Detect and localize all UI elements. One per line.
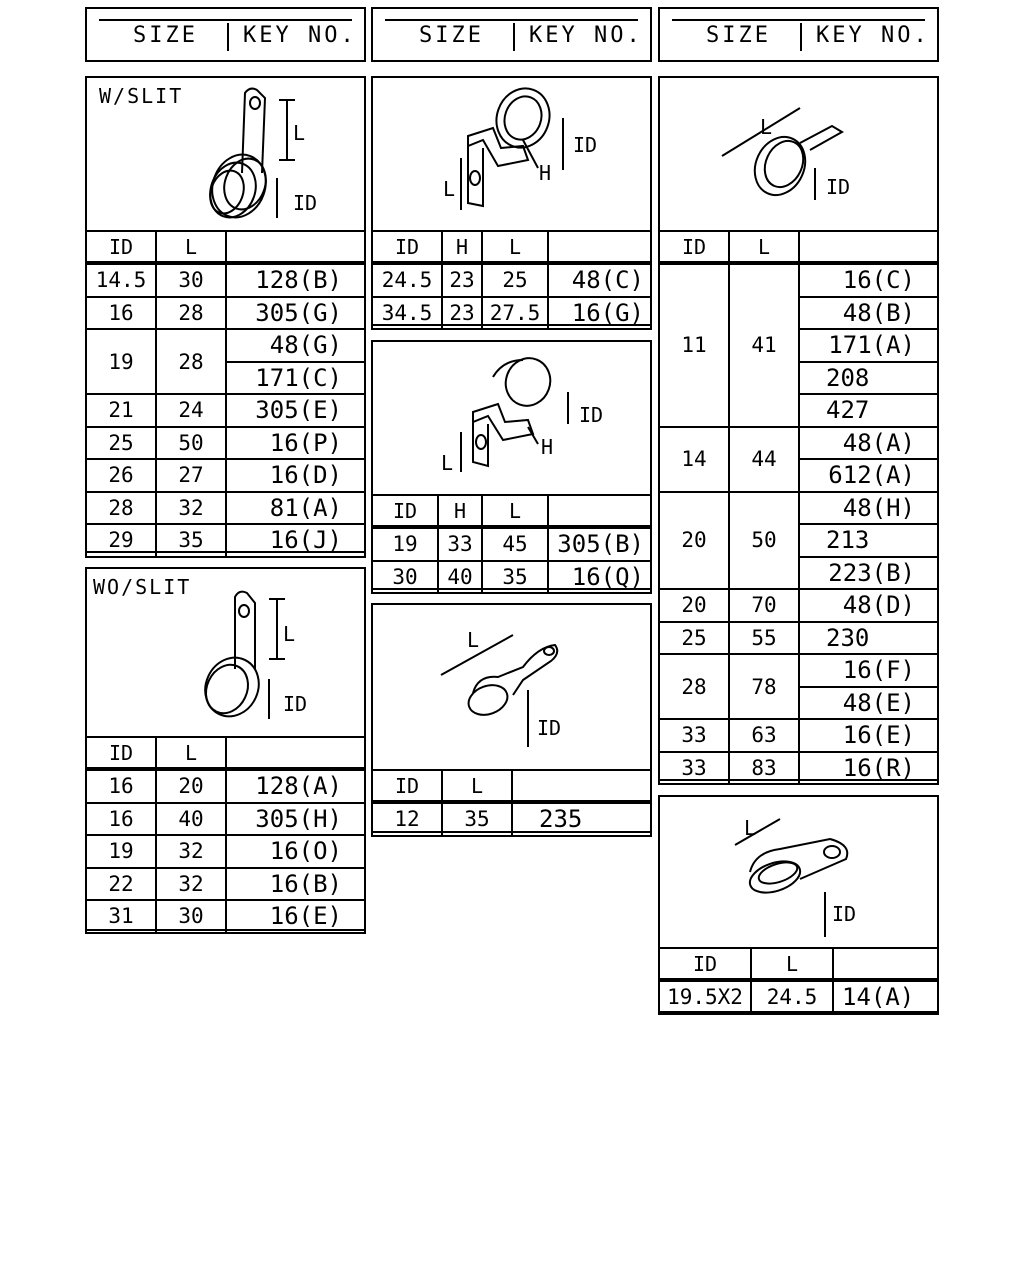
table-row: 22 32 16(B) [86, 868, 365, 901]
col-header-l: L [751, 948, 833, 980]
col-header-l: L [482, 231, 548, 263]
table-header-row [659, 948, 938, 980]
header-separator [800, 23, 802, 51]
dim-l: L [441, 451, 454, 475]
table-row: 29 35 16(J) [86, 524, 365, 557]
dim-id: ID [283, 692, 308, 716]
col-header-key [226, 737, 365, 769]
col-header-key [226, 231, 365, 263]
col-header-key [799, 231, 938, 263]
header-box-2 [371, 7, 652, 62]
col-header-id: ID [372, 495, 438, 527]
col-header-key [548, 495, 651, 527]
w-slit-table [85, 230, 366, 558]
key-no-header: KEY NO. [243, 23, 357, 48]
col-header-id: ID [372, 770, 442, 802]
dim-id: ID [832, 902, 857, 926]
col-header-id: ID [372, 231, 442, 263]
offset-clamp-slit-drawing [373, 78, 650, 228]
dim-id: ID [579, 403, 604, 427]
table-row: 33 63 16(E) [659, 719, 938, 752]
table-row: 31 30 16(E) [86, 900, 365, 933]
table-row: 427 [659, 394, 938, 427]
table-row: 25 50 16(P) [86, 427, 365, 460]
table-row: 28 32 81(A) [86, 492, 365, 525]
mid-c-table [371, 769, 652, 837]
clamp-without-slit-drawing [87, 569, 364, 734]
mid-b-table [371, 494, 652, 594]
table-row: 16 40 305(H) [86, 803, 365, 836]
col-header-key [512, 770, 651, 802]
table-row: 20 50 48(H) [659, 492, 938, 525]
dim-id: ID [826, 175, 851, 199]
table-row: 19 33 45 305(B) [372, 527, 651, 561]
col-header-h: H [442, 231, 482, 263]
dim-h: H [541, 435, 554, 459]
table-row: 11 41 16(C) [659, 263, 938, 297]
col-header-l: L [156, 737, 226, 769]
mid-panel-a [371, 76, 652, 326]
dim-l: L [467, 628, 480, 652]
col-header-l: L [156, 231, 226, 263]
table-row: 16 28 305(G) [86, 297, 365, 330]
table-row: 30 40 35 16(Q) [372, 561, 651, 594]
size-header: SIZE [419, 23, 484, 48]
mid-panel-c [371, 603, 652, 833]
table-row: 19 28 48(G) [86, 329, 365, 362]
table-row: 48(E) [659, 687, 938, 720]
table-header-row [659, 231, 938, 263]
w-slit-label: W/SLIT [99, 84, 184, 108]
table-row: 16 20 128(A) [86, 769, 365, 803]
wo-slit-panel [85, 567, 366, 931]
offset-clamp-drawing [373, 342, 650, 492]
table-row: 28 78 16(F) [659, 654, 938, 687]
right-b-table [658, 947, 939, 1015]
table-row: 612(A) [659, 459, 938, 492]
dim-l: L [443, 177, 456, 201]
table-row: 24.5 23 25 48(C) [372, 263, 651, 297]
w-slit-panel [85, 76, 366, 553]
right-a-table [658, 230, 939, 785]
table-row: 21 24 305(E) [86, 394, 365, 427]
dim-l: L [293, 121, 306, 145]
col-header-h: H [438, 495, 482, 527]
header-rule [672, 19, 925, 21]
header-separator [227, 23, 229, 51]
key-no-header: KEY NO. [816, 23, 930, 48]
table-header-row [372, 770, 651, 802]
right-panel-a [658, 76, 939, 781]
table-row: 25 55 230 [659, 622, 938, 655]
dim-id: ID [537, 716, 562, 740]
table-row: 26 27 16(D) [86, 459, 365, 492]
table-row: 208 [659, 362, 938, 395]
table-row: 20 70 48(D) [659, 589, 938, 622]
header-box-3 [658, 7, 939, 62]
size-header: SIZE [706, 23, 771, 48]
dim-l: L [283, 622, 296, 646]
table-row: 223(B) [659, 557, 938, 590]
col-header-key [833, 948, 938, 980]
wo-slit-label: WO/SLIT [93, 575, 192, 599]
header-rule [385, 19, 638, 21]
wo-slit-table [85, 736, 366, 934]
table-row: 213 [659, 524, 938, 557]
col-header-l: L [442, 770, 512, 802]
table-row: 33 83 16(R) [659, 752, 938, 785]
mid-a-table [371, 230, 652, 330]
col-header-l: L [729, 231, 799, 263]
double-loop-clamp-drawing [660, 797, 937, 947]
header-box-1 [85, 7, 366, 62]
dim-h: H [539, 161, 552, 185]
size-header: SIZE [133, 23, 198, 48]
key-no-header: KEY NO. [529, 23, 643, 48]
table-row: 14.5 30 128(B) [86, 263, 365, 297]
table-header-row [372, 231, 651, 263]
ring-clamp-tab-drawing [660, 78, 937, 228]
table-row: 14 44 48(A) [659, 427, 938, 460]
header-separator [513, 23, 515, 51]
table-row: 48(B) [659, 297, 938, 330]
col-header-id: ID [86, 231, 156, 263]
right-panel-b [658, 795, 939, 1013]
table-row: 12 35 235 [372, 802, 651, 836]
col-header-id: ID [659, 948, 751, 980]
table-row: 19 32 16(O) [86, 835, 365, 868]
table-row: 171(A) [659, 329, 938, 362]
table-header-row [86, 737, 365, 769]
table-header-row [86, 231, 365, 263]
table-header-row [372, 495, 651, 527]
table-row: 19.5X2 24.5 14(A) [659, 980, 938, 1014]
dim-id: ID [573, 133, 598, 157]
col-header-l: L [482, 495, 548, 527]
loop-clamp-drawing [373, 605, 650, 770]
dim-l: L [744, 816, 757, 840]
header-rule [99, 19, 352, 21]
dim-id: ID [293, 191, 318, 215]
dim-l: L [760, 115, 773, 139]
col-header-key [548, 231, 651, 263]
table-row: 34.5 23 27.5 16(G) [372, 297, 651, 330]
col-header-id: ID [659, 231, 729, 263]
table-row: 171(C) [86, 362, 365, 395]
clamp-with-slit-drawing [87, 78, 364, 228]
col-header-id: ID [86, 737, 156, 769]
mid-panel-b [371, 340, 652, 590]
